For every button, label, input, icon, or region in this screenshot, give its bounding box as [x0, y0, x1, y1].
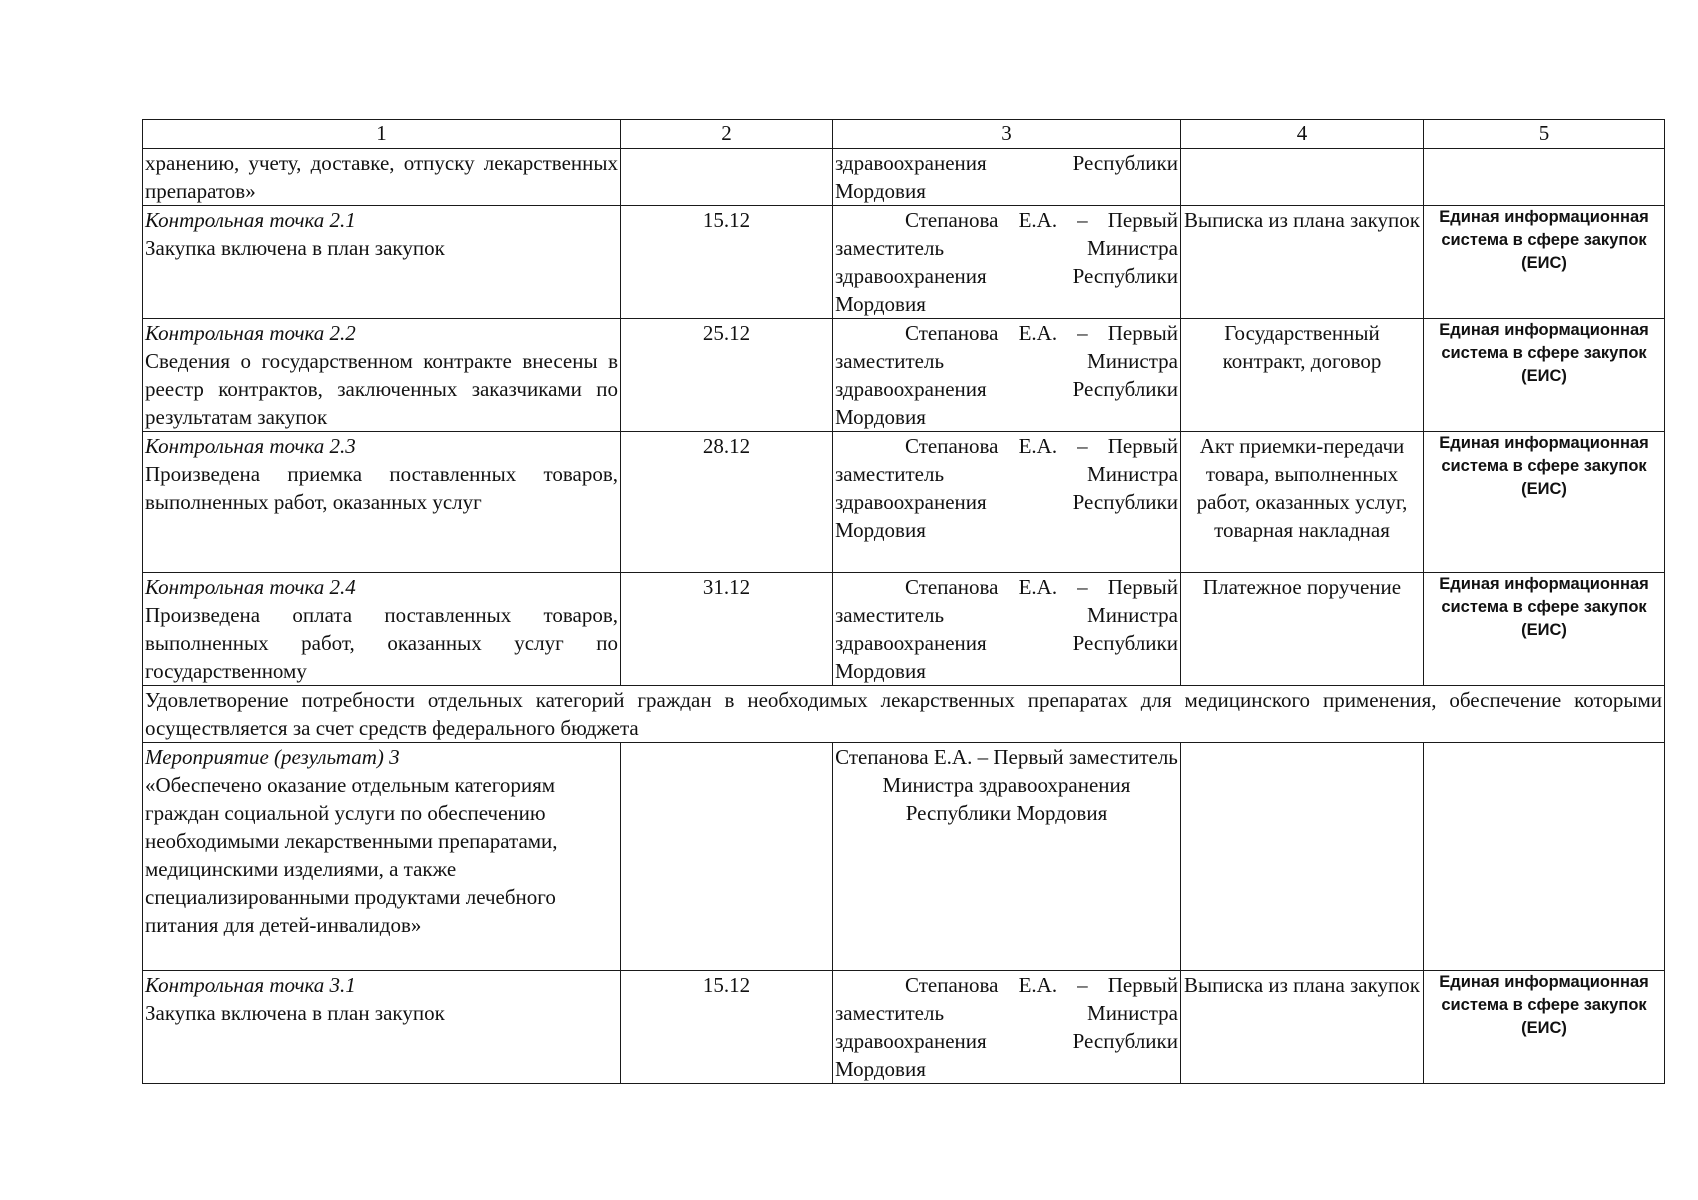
system-cell: Единая информационная система в сфере закупок (ЕИС) [1424, 573, 1665, 686]
description-text: Произведена приемка поставленных товаров, выполненных работ, оказанных услуг [145, 462, 618, 514]
system-cell [1424, 743, 1665, 971]
date-cell: 15.12 [621, 971, 833, 1084]
system-cell: Единая информационная система в сфере закупок (ЕИС) [1424, 206, 1665, 319]
responsible-cell: здравоохранения Республики Мордовия [833, 149, 1181, 206]
section-row [143, 686, 1665, 743]
system-cell: Единая информационная система в сфере закупок (ЕИС) [1424, 971, 1665, 1084]
control-point-label: Контрольная точка 2.3 [145, 434, 356, 458]
table-row [143, 206, 1665, 319]
table-row [143, 432, 1665, 573]
date-cell: 28.12 [621, 432, 833, 573]
document-cell [1181, 149, 1424, 206]
table-row [143, 971, 1665, 1084]
header-cell-4: 4 [1181, 120, 1424, 149]
system-cell: Единая информационная система в сфере закупок (ЕИС) [1424, 432, 1665, 573]
description-cell [143, 149, 621, 206]
responsible-cell: Степанова Е.А. – Первый заместитель Министра здравоохранения Республики Мордовия [833, 206, 1181, 319]
document-cell: Выписка из плана закупок [1181, 206, 1424, 319]
header-cell-5: 5 [1424, 120, 1665, 149]
responsible-cell: Степанова Е.А. – Первый заместитель Министра здравоохранения Республики Мордовия [833, 319, 1181, 432]
date-cell: 25.12 [621, 319, 833, 432]
table-row [143, 149, 1665, 206]
document-cell: Акт приемки-передачи товара, выполненных работ, оказанных услуг, товарная накладная [1181, 432, 1424, 573]
description-text: Сведения о государственном контракте внесены в реестр контрактов, заключенных заказчиками по результатам закупок [145, 349, 618, 429]
document-cell: Платежное поручение [1181, 573, 1424, 686]
control-points-table [142, 119, 1665, 1084]
description-text: Произведена оплата поставленных товаров, выполненных работ, оказанных услуг по государственному [145, 603, 618, 683]
date-cell: 15.12 [621, 206, 833, 319]
system-cell: Единая информационная система в сфере закупок (ЕИС) [1424, 319, 1665, 432]
measure-label: Мероприятие (результат) 3 [145, 745, 400, 769]
responsible-cell: Степанова Е.А. – Первый заместитель Министра здравоохранения Республики Мордовия [833, 432, 1181, 573]
responsible-cell: Степанова Е.А. – Первый заместитель Министра здравоохранения Республики Мордовия [833, 971, 1181, 1084]
header-cell-3: 3 [833, 120, 1181, 149]
measure-description: «Обеспечено оказание отдельным категориям граждан социальной услуги по обеспечению необходимыми лекарственными препаратами, медицинскими изделиями, а также специализированными продуктами лечебного питания для детей-инвалидов» [145, 773, 558, 937]
responsible-cell: Степанова Е.А. – Первый заместитель Министра здравоохранения Республики Мордовия [833, 743, 1181, 971]
date-cell: 31.12 [621, 573, 833, 686]
date-cell [621, 743, 833, 971]
header-cell-2: 2 [621, 120, 833, 149]
description-cell [143, 432, 621, 573]
description-text: хранению, учету, доставке, отпуску лекарственных препаратов» [145, 151, 618, 203]
section-heading-cell [143, 686, 1665, 743]
control-point-label: Контрольная точка 2.2 [145, 321, 356, 345]
control-point-label: Контрольная точка 2.1 [145, 208, 356, 232]
date-cell [621, 149, 833, 206]
description-cell [143, 319, 621, 432]
header-row [143, 120, 1665, 149]
table-row [143, 319, 1665, 432]
section-heading-text: Удовлетворение потребности отдельных категорий граждан в необходимых лекарственных препаратах для медицинского применения, обеспечение которыми осуществляется за счет средств федерального бюджета [145, 688, 1662, 740]
header-cell-1: 1 [143, 120, 621, 149]
description-cell [143, 573, 621, 686]
document-cell: Выписка из плана закупок [1181, 971, 1424, 1084]
description-text: Закупка включена в план закупок [145, 1001, 445, 1025]
document-cell [1181, 743, 1424, 971]
description-text: Закупка включена в план закупок [145, 236, 445, 260]
system-cell [1424, 149, 1665, 206]
description-cell [143, 971, 621, 1084]
description-cell [143, 743, 621, 971]
document-cell: Государственный контракт, договор [1181, 319, 1424, 432]
control-point-label: Контрольная точка 3.1 [145, 973, 356, 997]
measure-row [143, 743, 1665, 971]
control-point-label: Контрольная точка 2.4 [145, 575, 356, 599]
description-cell [143, 206, 621, 319]
responsible-cell: Степанова Е.А. – Первый заместитель Министра здравоохранения Республики Мордовия [833, 573, 1181, 686]
table-row [143, 573, 1665, 686]
